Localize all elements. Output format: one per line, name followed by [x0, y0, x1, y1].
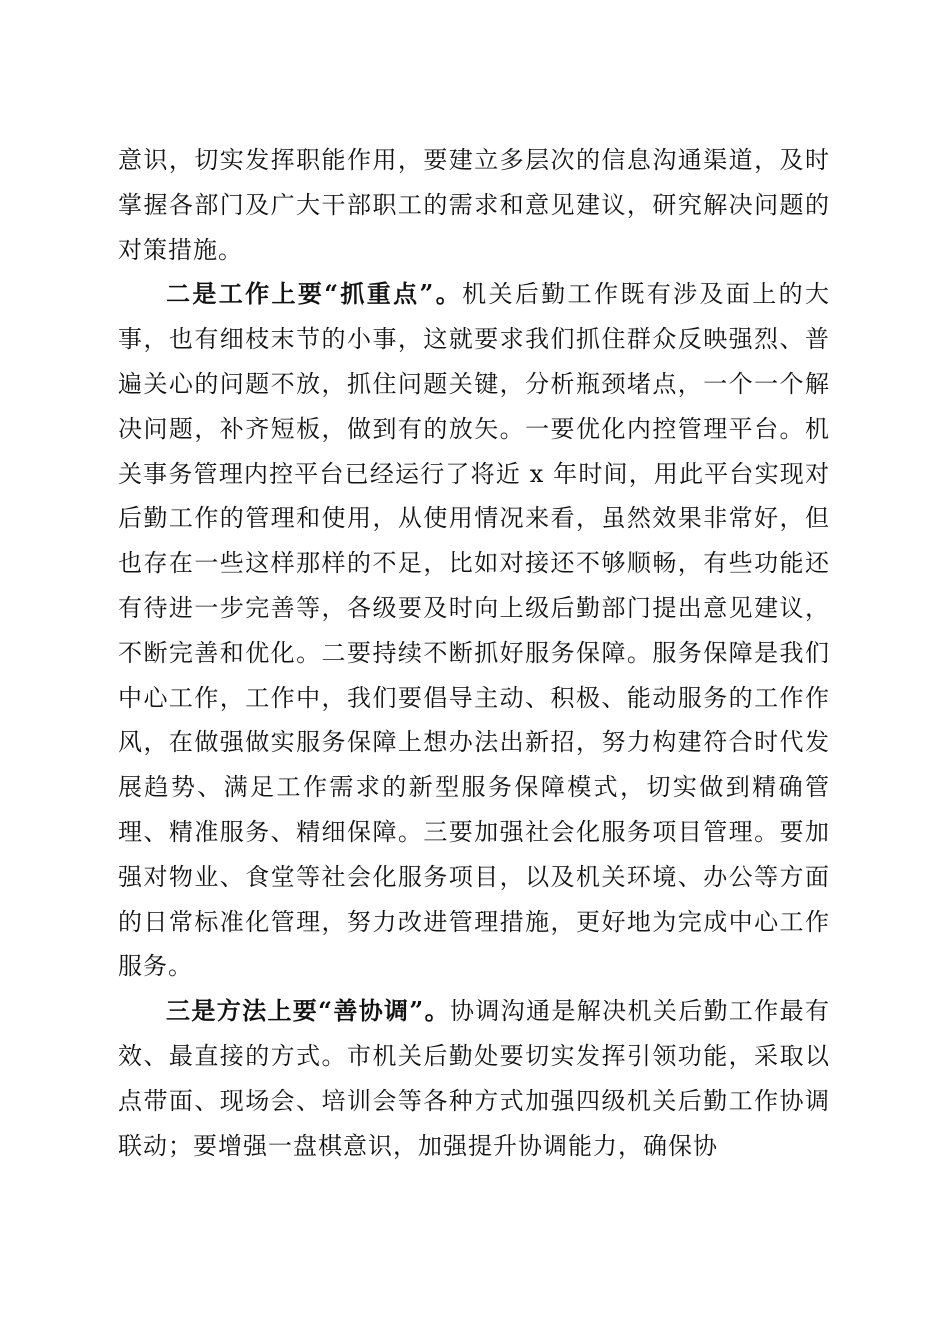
paragraph-2-text: 机关后勤工作既有涉及面上的大事，也有细枝末节的小事，这就要求我们抓住群众反映强烈、普遍关心的问题不放，抓住问题关键，分析瓶颈堵点，一个一个解决问题，补齐短板，做到有的放矢。一要优化内控管理平台。机关事务管理内控平台已经运行了将近 x 年时间，用此平台实现对后勤工作的管理和使用，从使用情况来看，虽然效果非常好，但也存在一些这样那样的不足，比如对接还不够顺畅，有些功能还有待进一步完善等，各级要及时向上级后勤部门提出意见建议，不断完善和优化。二要持续不断抓好服务保障。服务保障是我们中心工作，工作中，我们要倡导主动、积极、能动服务的工作作风，在做强做实服务保障上想办法出新招，努力构建符合时代发展趋势、满足工作需求的新型服务保障模式，切实做到精确管理、精准服务、精细保障。三要加强社会化服务项目管理。要加强对物业、食堂等社会化服务项目，以及机关环境、办公等方面的日常标准化管理，努力改进管理措施，更好地为完成中心工作服务。 [118, 280, 831, 981]
paragraph-3-heading: 三是方法上要“善协调”。 [166, 996, 450, 1026]
paragraph-2-heading: 二是工作上要“抓重点”。 [166, 279, 463, 309]
paragraph-3-text: 协调沟通是解决机关后勤工作最有效、最直接的方式。市机关后勤处要切实发挥引领功能，采取以点带面、现场会、培训会等各种方式加强四级机关后勤工作协调联动；要增强一盘棋意识，加强提升协调能力，确保协 [118, 997, 831, 1160]
paragraph-2 [118, 272, 830, 989]
paragraph-1-text: 意识，切实发挥职能作用，要建立多层次的信息沟通渠道，及时掌握各部门及广大干部职工的需求和意见建议，研究解决问题的对策措施。 [118, 146, 830, 264]
document-body [118, 138, 830, 1168]
paragraph-3 [118, 989, 830, 1168]
paragraph-1 [118, 138, 830, 272]
